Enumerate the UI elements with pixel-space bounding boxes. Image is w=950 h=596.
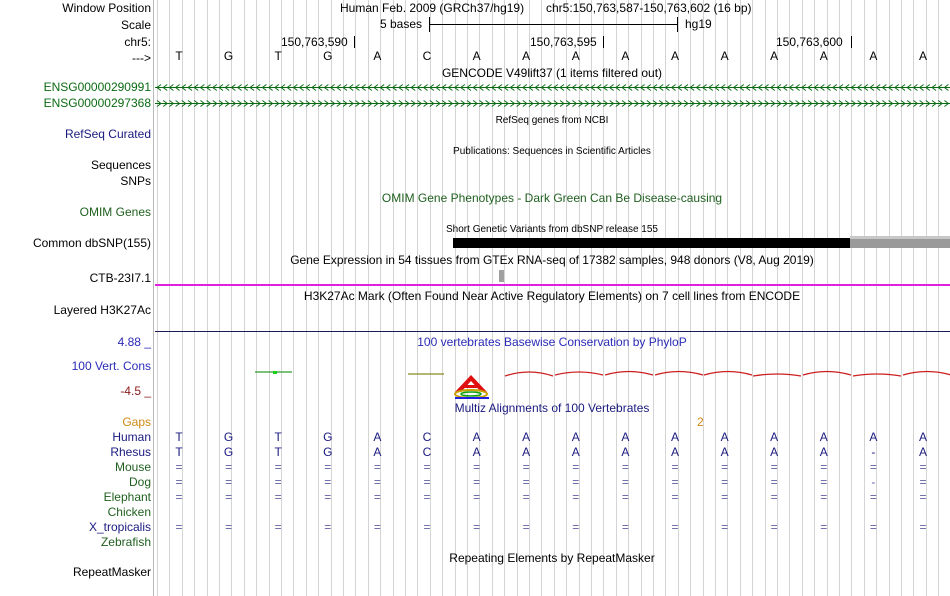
- rhesus-alignment-base: G: [223, 445, 234, 459]
- omim-track-label[interactable]: OMIM Genes: [79, 205, 151, 219]
- repeatmasker-track-label[interactable]: RepeatMasker: [72, 565, 151, 579]
- gencode-track-title[interactable]: GENCODE V49lift37 (1 items filtered out): [441, 66, 663, 80]
- x-tropicalis-alignment-match: =: [671, 520, 679, 534]
- publications-track-title[interactable]: Publications: Sequences in Scientific Articles: [453, 146, 651, 157]
- x-tropicalis-alignment-match: =: [175, 520, 183, 534]
- mouse-alignment-match: =: [225, 460, 233, 474]
- gene-ensg00000290991-glyph: [155, 85, 950, 91]
- gene-ensg00000297368-glyph: [155, 101, 950, 107]
- reference-base: T: [274, 49, 282, 63]
- rhesus-alignment-base: G: [323, 445, 333, 459]
- elephant-alignment-match: =: [621, 490, 629, 504]
- strand-arrow-label: --->: [132, 51, 151, 65]
- multiz-track-title[interactable]: Multiz Alignments of 100 Vertebrates: [454, 401, 650, 415]
- x-tropicalis-alignment-match: =: [869, 520, 877, 534]
- reference-base: A: [571, 49, 580, 63]
- x-tropicalis-alignment-match: =: [919, 520, 927, 534]
- mouse-alignment-match: =: [820, 460, 828, 474]
- human-alignment-base: A: [770, 430, 779, 444]
- dbsnp-track-label[interactable]: Common dbSNP(155): [32, 236, 151, 250]
- rhesus-alignment-base: A: [571, 445, 580, 459]
- reference-base: A: [770, 49, 779, 63]
- elephant-alignment-match: =: [572, 490, 580, 504]
- dog-alignment-match: =: [175, 475, 183, 489]
- human-alignment-base: A: [819, 430, 828, 444]
- mouse-alignment-match: =: [671, 460, 679, 474]
- rhesus-alignment-base: A: [472, 445, 481, 459]
- dog-alignment-match: =: [373, 475, 381, 489]
- human-alignment-base: A: [918, 430, 927, 444]
- rhesus-alignment-base: A: [918, 445, 927, 459]
- phylop-max-label: 4.88 _: [117, 335, 151, 349]
- mouse-alignment-match: =: [324, 460, 332, 474]
- refseq-track-title[interactable]: RefSeq genes from NCBI: [495, 115, 609, 126]
- refseq-track-label[interactable]: RefSeq Curated: [64, 127, 151, 141]
- dog-alignment-match: =: [225, 475, 233, 489]
- mouse-alignment-match: =: [869, 460, 877, 474]
- elephant-alignment-match: =: [175, 490, 183, 504]
- dog-alignment-match: =: [522, 475, 530, 489]
- phylop-track-label[interactable]: 100 Vert. Cons: [71, 359, 151, 373]
- omim-track-title[interactable]: OMIM Gene Phenotypes - Dark Green Can Be Disease-causing: [381, 191, 723, 205]
- human-alignment-base: A: [522, 430, 531, 444]
- window-position-label: Window Position: [62, 1, 151, 15]
- reference-base: T: [175, 49, 183, 63]
- mouse-alignment-match: =: [274, 460, 282, 474]
- dog-alignment-match: =: [423, 475, 431, 489]
- rhesus-alignment-base: C: [422, 445, 432, 459]
- x-tropicalis-alignment-match: =: [225, 520, 233, 534]
- scale-db-text: hg19: [685, 17, 712, 31]
- human-alignment-base: G: [323, 430, 333, 444]
- dog-alignment-match: =: [820, 475, 828, 489]
- gap-count: 2: [697, 415, 704, 429]
- dbsnp-track-title[interactable]: Short Genetic Variants from dbSNP release 155: [446, 224, 658, 235]
- x-tropicalis-alignment-match: =: [621, 520, 629, 534]
- x-tropicalis-alignment-match: =: [721, 520, 729, 534]
- human-alignment-base: C: [422, 430, 432, 444]
- species-label-elephant: Elephant: [103, 490, 151, 504]
- x-tropicalis-alignment-match: =: [423, 520, 431, 534]
- x-tropicalis-alignment-match: =: [770, 520, 778, 534]
- mouse-alignment-match: =: [175, 460, 183, 474]
- dog-alignment-match: =: [324, 475, 332, 489]
- track-label-column: [0, 0, 154, 596]
- human-alignment-base: A: [869, 430, 878, 444]
- reference-base: A: [918, 49, 927, 63]
- human-alignment-base: A: [670, 430, 679, 444]
- x-tropicalis-alignment-match: =: [473, 520, 481, 534]
- assembly-title: Human Feb. 2009 (GRCh37/hg19): [340, 1, 525, 15]
- chr-label: chr5:: [124, 35, 151, 49]
- reference-base: A: [670, 49, 679, 63]
- elephant-alignment-match: =: [324, 490, 332, 504]
- repeatmasker-track-title[interactable]: Repeating Elements by RepeatMasker: [449, 551, 655, 565]
- reference-base: A: [522, 49, 531, 63]
- elephant-alignment-match: =: [671, 490, 679, 504]
- reference-base: C: [422, 49, 432, 63]
- reference-base: A: [621, 49, 630, 63]
- mouse-alignment-match: =: [621, 460, 629, 474]
- elephant-alignment-match: =: [423, 490, 431, 504]
- x-tropicalis-alignment-match: =: [572, 520, 580, 534]
- coordinate-label-2: 150,763,595: [530, 35, 597, 49]
- dog-alignment-match: =: [721, 475, 729, 489]
- gtex-bar: [499, 270, 504, 282]
- rhesus-alignment-base: A: [770, 445, 779, 459]
- scale-text: 5 bases: [380, 17, 423, 31]
- dog-alignment-match: =: [770, 475, 778, 489]
- window-position-text[interactable]: chr5:150,763,587-150,763,602 (16 bp): [546, 1, 752, 15]
- reference-base: A: [472, 49, 481, 63]
- human-alignment-base: A: [720, 430, 729, 444]
- snps-track-label[interactable]: SNPs: [120, 174, 151, 188]
- dog-alignment-match: =: [274, 475, 282, 489]
- rhesus-alignment-base: A: [819, 445, 828, 459]
- sequences-track-label[interactable]: Sequences: [90, 158, 151, 172]
- rhesus-alignment-base: T: [274, 445, 282, 459]
- human-alignment-base: A: [373, 430, 382, 444]
- rhesus-alignment-base: T: [175, 445, 183, 459]
- elephant-alignment-match: =: [274, 490, 282, 504]
- human-alignment-base: G: [223, 430, 234, 444]
- mouse-alignment-match: =: [423, 460, 431, 474]
- x-tropicalis-alignment-match: =: [522, 520, 530, 534]
- reference-base: A: [373, 49, 382, 63]
- species-label-dog: Dog: [128, 475, 151, 489]
- dbsnp-bar: [453, 238, 853, 248]
- dog-alignment-match: =: [473, 475, 481, 489]
- scale-bar: [429, 17, 678, 32]
- track-data-area[interactable]: [155, 0, 950, 596]
- scale-label: Scale: [120, 18, 151, 32]
- coordinate-label-3: 150,763,600: [776, 35, 843, 49]
- reference-base: G: [223, 49, 234, 63]
- x-tropicalis-alignment-match: =: [274, 520, 282, 534]
- h3k27ac-track-label[interactable]: Layered H3K27Ac: [53, 303, 151, 317]
- elephant-alignment-match: =: [721, 490, 729, 504]
- dog-alignment-match: -: [871, 475, 876, 489]
- gene-label-ensg00000297368[interactable]: ENSG00000297368: [43, 96, 151, 110]
- mouse-alignment-match: =: [373, 460, 381, 474]
- elephant-alignment-match: =: [373, 490, 381, 504]
- coordinate-label-1: 150,763,590: [281, 35, 348, 49]
- human-alignment-base: A: [472, 430, 481, 444]
- dbsnp-bar-gray: [850, 238, 950, 248]
- rhesus-alignment-base: A: [621, 445, 630, 459]
- gaps-label: Gaps: [122, 415, 151, 429]
- human-alignment-base: A: [621, 430, 630, 444]
- x-tropicalis-alignment-match: =: [324, 520, 332, 534]
- elephant-alignment-match: =: [869, 490, 877, 504]
- species-label-human: Human: [112, 430, 151, 444]
- mouse-alignment-match: =: [572, 460, 580, 474]
- dog-alignment-match: =: [919, 475, 927, 489]
- logo-a-glyph: [455, 375, 489, 398]
- elephant-alignment-match: =: [473, 490, 481, 504]
- mouse-alignment-match: =: [522, 460, 530, 474]
- elephant-alignment-match: =: [522, 490, 530, 504]
- mouse-alignment-match: =: [473, 460, 481, 474]
- rhesus-alignment-base: A: [373, 445, 382, 459]
- species-label-zebrafish: Zebrafish: [100, 535, 151, 549]
- dog-alignment-match: =: [572, 475, 580, 489]
- human-alignment-base: T: [274, 430, 282, 444]
- elephant-alignment-match: =: [770, 490, 778, 504]
- reference-base: A: [819, 49, 828, 63]
- rhesus-alignment-base: A: [670, 445, 679, 459]
- reference-base: G: [323, 49, 333, 63]
- species-label-chicken: Chicken: [107, 505, 151, 519]
- elephant-alignment-match: =: [919, 490, 927, 504]
- reference-base: A: [720, 49, 729, 63]
- rhesus-alignment-base: A: [522, 445, 531, 459]
- dbsnp-bar-gray-top: [850, 236, 950, 239]
- reference-base: A: [869, 49, 878, 63]
- phylop-signal: [255, 371, 950, 376]
- gtex-track-title[interactable]: Gene Expression in 54 tissues from GTEx RNA-seq of 17382 samples, 948 donors (V8, Aug 2019): [290, 253, 814, 267]
- rhesus-alignment-base: A: [720, 445, 729, 459]
- gtex-gene-label[interactable]: CTB-23I7.1: [89, 271, 151, 285]
- mouse-alignment-match: =: [721, 460, 729, 474]
- dog-alignment-match: =: [671, 475, 679, 489]
- mouse-alignment-match: =: [919, 460, 927, 474]
- elephant-alignment-match: =: [225, 490, 233, 504]
- mouse-alignment-match: =: [770, 460, 778, 474]
- species-label-mouse: Mouse: [114, 460, 151, 474]
- dog-alignment-match: =: [621, 475, 629, 489]
- h3k27ac-signal: [155, 284, 950, 286]
- phylop-min-label: -4.5 _: [120, 384, 151, 398]
- rhesus-alignment-base: -: [871, 445, 876, 459]
- gene-label-ensg00000290991[interactable]: ENSG00000290991: [43, 80, 151, 94]
- human-alignment-base: A: [571, 430, 580, 444]
- x-tropicalis-alignment-match: =: [820, 520, 828, 534]
- x-tropicalis-alignment-match: =: [373, 520, 381, 534]
- species-label-x-tropicalis: X_tropicalis: [88, 520, 151, 534]
- phylop-track-title[interactable]: 100 vertebrates Basewise Conservation by PhyloP: [417, 335, 687, 349]
- h3k27ac-track-title[interactable]: H3K27Ac Mark (Often Found Near Active Regulatory Elements) on 7 cell lines from ENCODE: [303, 289, 801, 303]
- human-alignment-base: T: [175, 430, 183, 444]
- elephant-alignment-match: =: [820, 490, 828, 504]
- species-label-rhesus: Rhesus: [110, 445, 151, 459]
